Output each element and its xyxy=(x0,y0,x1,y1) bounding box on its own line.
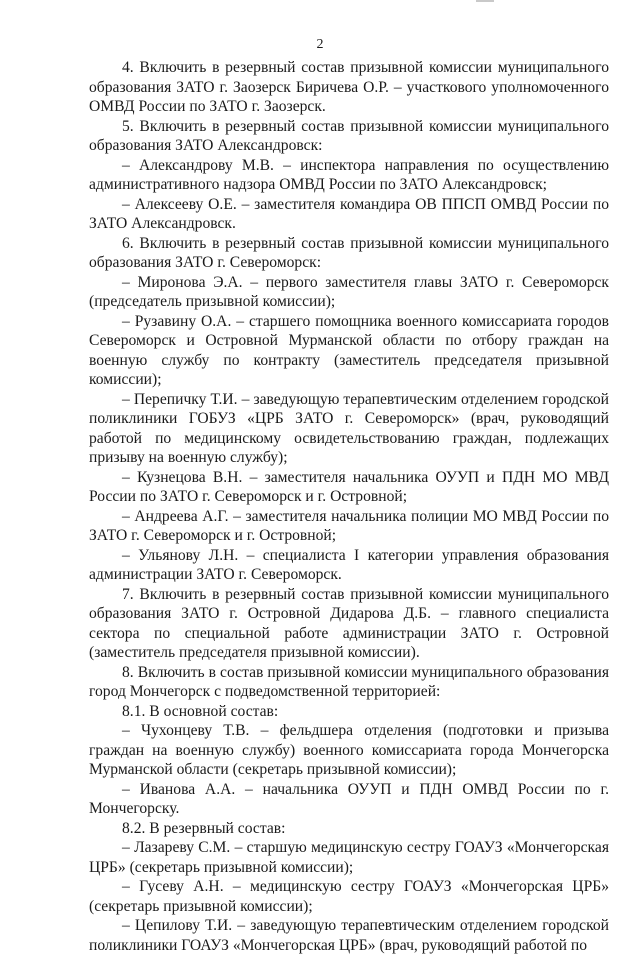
paragraph: 7. Включить в резервный состав призывной комиссии муниципального образования ЗАТО г. Островной Дидарова Д.Б. – главного специалиста сектора по специальной работе администрации ЗАТО г. Островной (заместитель председателя призывной комиссии). xyxy=(89,585,609,661)
paragraph: 8.1. В основной состав: xyxy=(122,702,279,720)
paragraph: 8. Включить в состав призывной комиссии муниципального образования город Мончегорск с подведомственной территорией: xyxy=(89,663,609,700)
paragraph: – Андреева А.Г. – заместителя начальника полиции МО МВД России по ЗАТО г. Североморск и г. Островной; xyxy=(89,507,609,544)
paragraph: – Рузавину О.А. – старшего помощника военного комиссариата городов Североморск и Островной Мурманской области по отбору граждан на военную службу по контракту (заместитель председателя призывной комиссии); xyxy=(89,312,609,388)
paragraph: 5. Включить в резервный состав призывной комиссии муниципального образования ЗАТО Александровск: xyxy=(89,117,609,154)
paragraph: – Кузнецова В.Н. – заместителя начальника ОУУП и ПДН МО МВД России по ЗАТО г. Североморск и г. Островной; xyxy=(89,468,609,505)
page-number: 2 xyxy=(316,37,324,52)
document-body xyxy=(89,58,609,955)
paragraph: – Александрову М.В. – инспектора направления по осуществлению административного надзора ОМВД России по ЗАТО Александровск; xyxy=(89,156,609,193)
scan-mark xyxy=(476,0,494,2)
paragraph: – Чухонцеву Т.В. – фельдшера отделения (подготовки и призыва граждан на военную службу) военного комиссариата города Мончегорска Мурманской области (секретарь призывной комиссии); xyxy=(89,722,609,778)
paragraph: – Перепичку Т.И. – заведующую терапевтическим отделением городской поликлиники ГОБУЗ «ЦРБ ЗАТО г. Североморск» (врач, руководящий работой по медицинскому освидетельствованию граждан, подлежащих призыву на военную службу); xyxy=(89,390,609,466)
paragraph: – Ульянову Л.Н. – специалиста I категории управления образования администрации ЗАТО г. Североморск. xyxy=(89,546,609,583)
paragraph: – Миронова Э.А. – первого заместителя главы ЗАТО г. Североморск (председатель призывной комиссии); xyxy=(89,273,609,310)
paragraph: – Цепилову Т.И. – заведующую терапевтическим отделением городской поликлиники ГОАУЗ «Мончегорская ЦРБ» (врач, руководящий работой по xyxy=(89,917,609,954)
paragraph: 4. Включить в резервный состав призывной комиссии муниципального образования ЗАТО г. Заозерск Биричева О.Р. – участкового уполномоченного ОМВД России по ЗАТО г. Заозерск. xyxy=(89,59,609,115)
paragraph: – Лазареву С.М. – старшую медицинскую сестру ГОАУЗ «Мончегорская ЦРБ» (секретарь призывной комиссии); xyxy=(89,839,609,876)
paragraph: – Алексееву О.Е. – заместителя командира ОВ ППСП ОМВД России по ЗАТО Александровск. xyxy=(89,195,609,232)
paragraph: 8.2. В резервный состав: xyxy=(122,819,286,837)
paragraph: – Иванова А.А. – начальника ОУУП и ПДН ОМВД России по г. Мончегорску. xyxy=(89,780,609,817)
paragraph: 6. Включить в резервный состав призывной комиссии муниципального образования ЗАТО г. Североморск: xyxy=(89,234,609,271)
paragraph: – Гусеву А.Н. – медицинскую сестру ГОАУЗ «Мончегорская ЦРБ» (секретарь призывной комиссии); xyxy=(89,878,609,915)
